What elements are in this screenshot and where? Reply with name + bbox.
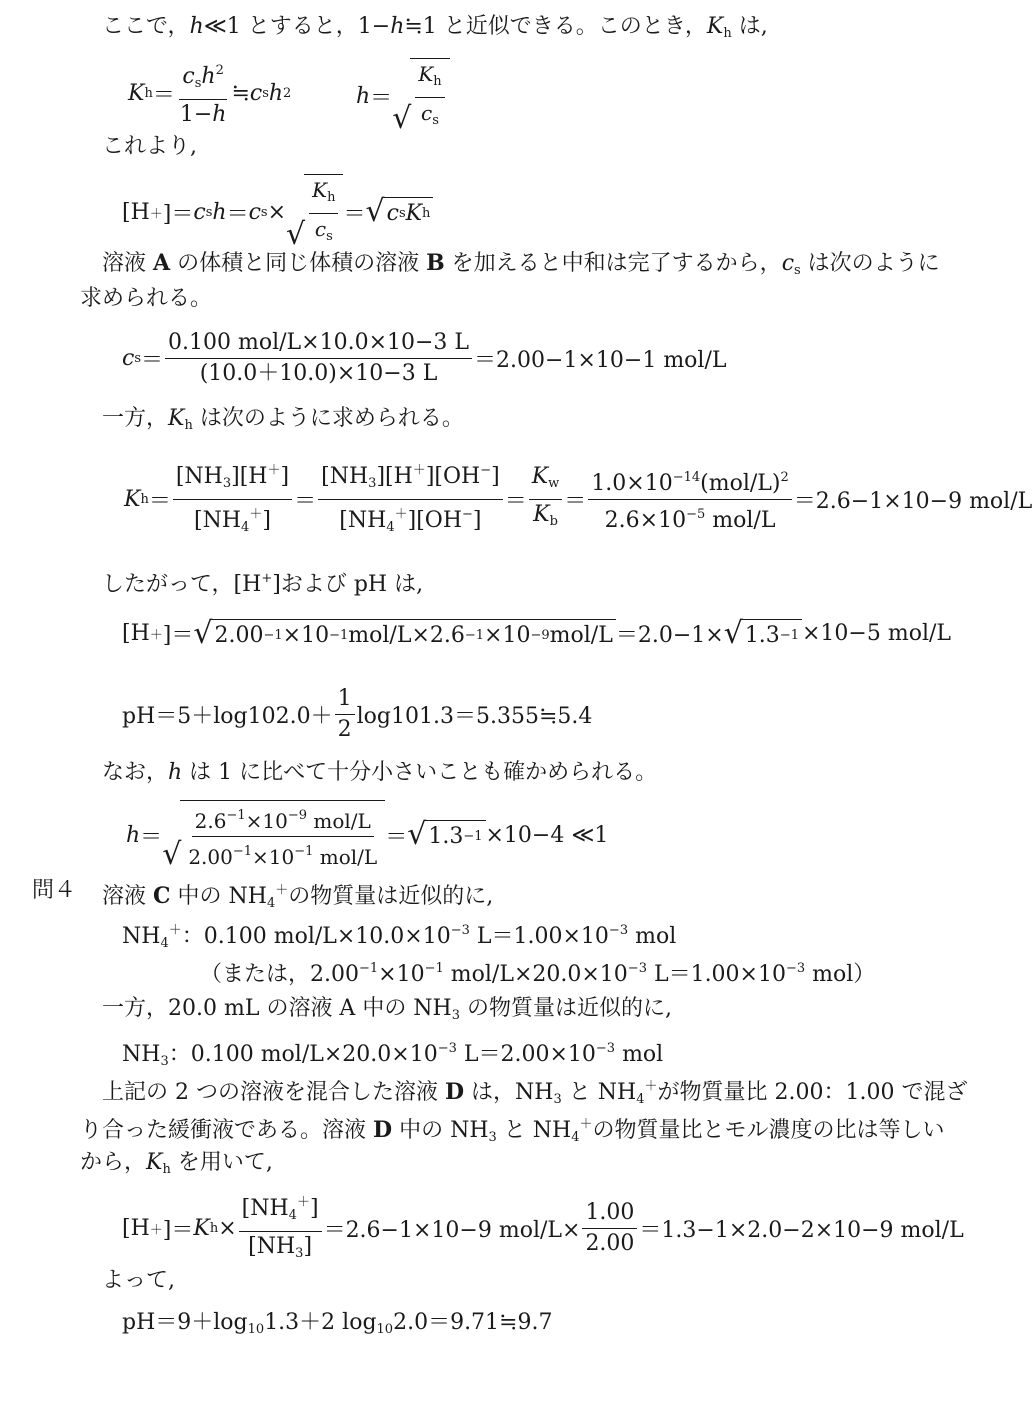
cs-denominator: (10.0＋10.0)×10−3 L	[199, 361, 438, 386]
q4-line-1: 溶液 C 中の $NH_4^+$の物質量は近似的に,	[102, 883, 494, 911]
kh-equation: K h ＝ $[NH_3][H^+]$ $[NH_4^+]$ ＝ $[NH_3][H^+][OH^-]$ $[NH_4^+][OH^-]$ ＝ $K_w$ $K_b$ ＝ $1.0\times 10^{-14}(mol/L)^2$ $2.6\times 10^{-5}$ mol/L ＝2.6−1×10−9 mol/L	[124, 458, 1032, 541]
text-line-3: 溶液 A の体積と同じ体積の溶液 B を加えると中和は完了するから，$c_s$ は次のように	[102, 250, 940, 278]
question-4-label: 問４	[32, 878, 77, 903]
buffer-mid: ＝2.6−1×10−9 mol/L×	[323, 1218, 581, 1243]
text-line-6: したがって，[H+]および pH は,	[102, 571, 424, 597]
q4-line-3: （または，$2.00^{-1}\times 10^{-1}$ mol/$L\times 20.0\times 10^{-3}$ $L=1.00\times 10^{-3}$ mol）	[200, 961, 876, 987]
kh-approx-equation: K h ＝ $c_sh^2$ 1−h ≒ c s h 2	[128, 58, 291, 128]
buffer-result: ＝1.3−1×2.0−2×10−9 mol/L	[639, 1218, 964, 1243]
cs-equation: c s ＝ 0.100 mol/L×10.0×10−3 L (10.0＋10.0)×10−3 L ＝2.00−1×10−1 mol/L	[122, 330, 727, 386]
q4-line-8: から，$K_h$ を用いて,	[80, 1150, 273, 1177]
q4-line-9: よって,	[102, 1268, 175, 1293]
text-line-7: なお，h は 1 に比べて十分小さいことも確かめられる。	[102, 760, 658, 785]
q4-line-5: $NH_3$：0.100 mol/$L\times 20.0\times 10^{-3}$ $L=2.00\times 10^{-3}$ mol	[122, 1041, 664, 1069]
h-small-result: ×10−4 ≪1	[485, 822, 609, 848]
h-plus-result-tail: ×10−5 mol/L	[801, 621, 951, 646]
text-line-5: 一方，$K_h$ は次のように求められる。	[102, 406, 464, 433]
h-small-equation: h ＝ √ $2.6^{-1}\times 10^{-9}$ mol/L $2.00^{-1}\times 10^{-1}$ mol/L ＝ √ 1.3 −1 ×10−4 ≪1	[126, 800, 608, 870]
h-sqrt-equation: h ＝ √ $K_h$ $c_s$	[356, 58, 450, 134]
h-plus-equation-1: [H ＋ ]＝ c s h ＝ c s × √ $K_h$ $c_s$ ＝ √ c s K h	[122, 174, 433, 250]
ph-equation-1: pH＝5＋log102.0＋ 1 2 log101.3＝5.355≒5.4	[122, 686, 593, 742]
ph-equation-2: $pH=9+\log_{10}1.3+2$ $\log_{10}2.0=9.71≒9.7$	[122, 1310, 553, 1337]
h-plus-result: ＝2.0−1×	[615, 623, 724, 648]
kh-result: ＝2.6−1×10−9 mol/L	[793, 489, 1032, 514]
q4-line-6: 上記の 2 つの溶液を混合した溶液 D は，$NH_3$ と $NH_4^+$が物質量比 2.00：1.00 で混ざ	[102, 1079, 968, 1107]
q4-line-7: り合った緩衝液である。溶液 D 中の $NH_3$ と $NH_4^+$の物質量比とモル濃度の比は等しい	[80, 1117, 945, 1145]
cs-result: ＝2.00−1×10−1 mol/L	[474, 348, 727, 373]
text-line-4: 求められる。	[80, 286, 213, 311]
intro-approx-line: ここで，h≪1 とすると，1−h≒1 と近似できる。このとき，$K_h$ は,	[102, 14, 768, 41]
h-plus-buffer-equation: [H ＋ ]＝ K h × $[NH_4^+]$ $[NH_3]$ ＝2.6−1×10−9 mol/L× $\frac{1.00}{2.00}$ ＝1.3−1×2.0−2×10−9 mol/L	[122, 1190, 964, 1267]
ph1-head: pH＝5＋log102.0＋	[122, 704, 333, 729]
h-plus-equation-2: [H ＋ ]＝ √ 2.00 −1 ×10 −1 mol/L×2.6 −1 ×10 −9 mol/L ＝2.0−1× √ 1.3 −1 ×10−5 mol/L	[122, 615, 951, 651]
cs-numerator: 0.100 mol/L×10.0×10−3 L	[165, 330, 472, 359]
ph1-tail: log101.3＝5.355≒5.4	[356, 704, 593, 729]
q4-line-4: 一方，20.0 mL の溶液 A 中の $NH_3$ の物質量は近似的に,	[102, 996, 673, 1023]
text-line-2: これより,	[102, 134, 197, 159]
q4-line-2: $NH_4^+$：0.100 mol/$L\times 10.0\times 10^{-3}$ $L=1.00\times 10^{-3}$ mol	[122, 923, 677, 951]
